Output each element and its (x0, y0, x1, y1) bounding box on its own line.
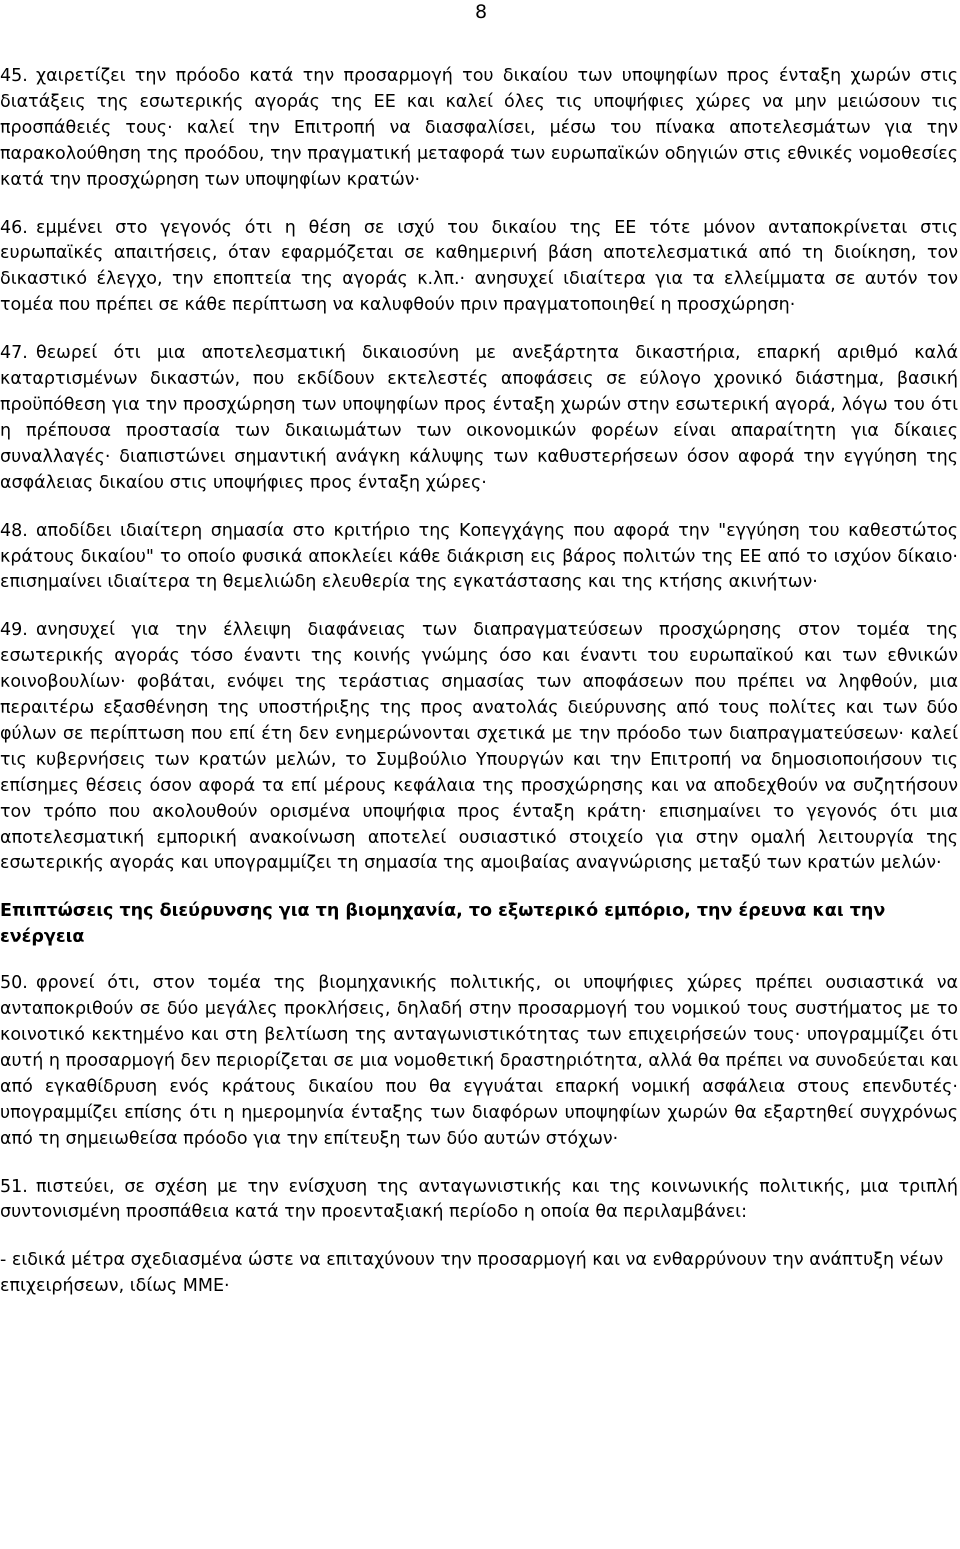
paragraph-46 (0, 216, 958, 320)
paragraph-text: πιστεύει, σε σχέση με την ενίσχυση της ανταγωνιστικής και της κοινωνικής πολιτικής, μια τριπλή συντονισμένη προσπάθεια κατά την προενταξιακή περίοδο η οποία θα περιλαμβάνει: (0, 1176, 958, 1223)
bullet-item: - ειδικά μέτρα σχεδιασμένα ώστε να επιταχύνουν την προσαρμογή και να ενθαρρύνουν την ανάπτυξη νέων επιχειρήσεων, ιδίως ΜΜΕ· (0, 1250, 944, 1297)
paragraph-48 (0, 519, 958, 597)
page-number: 8 (474, 1, 488, 23)
paragraph-number: 49. (0, 620, 28, 641)
paragraph-51 (0, 1175, 958, 1227)
paragraph-number: 45. (0, 66, 28, 86)
document-body (0, 64, 958, 1300)
paragraph-number: 48. (0, 520, 28, 541)
paragraph-number: 46. (0, 217, 28, 238)
paragraph-49 (0, 618, 958, 877)
paragraph-text: φρονεί ότι, στον τομέα της βιομηχανικής πολιτικής, οι υποψήφιες χώρες πρέπει ουσιαστικά να ανταποκριθούν σε δύο μεγάλες προκλήσεις, δηλαδή στην προσαρμογή του νομικού τους συστήματος με το κοινοτικό κεκτημένο και στη βελτίωση της ανταγωνιστικότητας των επιχειρήσεών τους· υπογραμμίζει ότι αυτή η προσαρμογή δεν περιορίζεται σε μια νομοθετική δραστηριότητα, αλλά θα πρέπει να συνοδεύεται και από εγκαθίδρυση ενός κράτους δικαίου που θα εγγυάται επαρκή νομική ασφάλεια στους επενδυτές· υπογραμμίζει επίσης ότι η ημερομηνία ένταξης των διαφόρων υποψηφίων χωρών θα εξαρτηθεί συγχρόνως από τη σημειωθείσα πρόοδο για την επίτευξη των δύο αυτών στόχων· (0, 973, 958, 1149)
paragraph-number: 51. (0, 1176, 28, 1197)
paragraph-number: 47. (0, 343, 28, 364)
paragraph-45 (0, 64, 958, 194)
paragraph-text: αποδίδει ιδιαίτερη σημασία στο κριτήριο της Κοπεγχάγης που αφορά την "εγγύηση του καθεστώτος κράτους δικαίου" το οποίο φυσικά αποκλείει κάθε διάκριση εις βάρος πολιτών της ΕΕ από το ισχύον δίκαιο· επισημαίνει ιδιαίτερα τη θεμελιώδη ελευθερία της εγκατάστασης και της κτήσης ακινήτων· (0, 520, 958, 593)
paragraph-text: χαιρετίζει την πρόοδο κατά την προσαρμογή του δικαίου των υποψηφίων προς ένταξη χωρών στις διατάξεις της εσωτερικής αγοράς της ΕΕ και καλεί όλες τις υποψήφιες χώρες να μην μειώσουν τις προσπάθειές τους· καλεί την Επιτροπή να διασφαλίσει, μέσω του πίνακα αποτελεσμάτων για την παρακολούθηση της προόδου, την πραγματική μεταφορά των ευρωπαϊκών οδηγιών στις εθνικές νομοθεσίες κατά την προσχώρηση των υποψηφίων κρατών· (0, 66, 958, 190)
paragraph-number: 50. (0, 973, 28, 994)
paragraph-47 (0, 341, 958, 496)
paragraph-text: θεωρεί ότι μια αποτελεσματική δικαιοσύνη με ανεξάρτητα δικαστήρια, επαρκή αριθμό καλά καταρτισμένων δικαστών, που εκδίδουν εκτελεστές αποφάσεις σε εύλογο χρονικό διάστημα, βασική προϋπόθεση για την προσχώρηση των υποψηφίων προς ένταξη χωρών στην εσωτερική αγορά, λόγω του ότι η πρέπουσα προστασία των δικαιωμάτων των οικονομικών φορέων είναι απαραίτητη για δίκαιες συναλλαγές· διαπιστώνει σημαντική ανάγκη κάλυψης των καθυστερήσεων όσον αφορά την εγγύηση της ασφάλειας δικαίου στις υποψήφιες προς ένταξη χώρες· (0, 343, 958, 493)
paragraph-text: εμμένει στο γεγονός ότι η θέση σε ισχύ του δικαίου της ΕΕ τότε μόνον ανταποκρίνεται στις ευρωπαϊκές απαιτήσεις, όταν εφαρμόζεται σε καθημερινή βάση αποτελεσματικά από τη διοίκηση, τον δικαστικό έλεγχο, την εποπτεία της αγοράς κ.λπ.· ανησυχεί ιδιαίτερα για τα ελλείμματα σε αυτόν τον τομέα που πρέπει σε κάθε περίπτωση να καλυφθούν πριν πραγματοποιηθεί η προσχώρηση· (0, 217, 958, 316)
section-heading: Επιπτώσεις της διεύρυνσης για τη βιομηχανία, το εξωτερικό εμπόριο, την έρευνα και την ενέργεια (0, 901, 886, 948)
paragraph-50 (0, 971, 958, 1152)
paragraph-text: ανησυχεί για την έλλειψη διαφάνειας των διαπραγματεύσεων προσχώρησης στον τομέα της εσωτερικής αγοράς τόσο έναντι της κοινής γνώμης όσο και έναντι του ευρωπαϊκού και των εθνικών κοινοβουλίων· φοβάται, ενόψει της τεράστιας σημασίας των αποφάσεων που πρέπει να ληφθούν, μια περαιτέρω εξασθένηση της υποστήριξης της προς ανατολάς διεύρυνσης από τους πολίτες και των δύο φύλων σε περίπτωση που επί έτη δεν ενημερώνονται σχετικά με την πρόοδο των διαπραγματεύσεων· καλεί τις κυβερνήσεις των κρατών μελών, το Συμβούλιο Υπουργών και την Επιτροπή να δημοσιοποιήσουν τις επίσημες θέσεις όσον αφορά τα επί μέρους κεφάλαια της προσχώρησης και να αποδεχθούν να συζητήσουν τον τρόπο που ακολουθούν ορισμένα υποψήφια προς ένταξη κράτη· επισημαίνει το γεγονός ότι μια αποτελεσματική εμπορική ανακοίνωση αποτελεί ουσιαστικό στοιχείο για στην ομαλή λειτουργία της εσωτερικής αγοράς και υπογραμμίζει τη σημασία της αμοιβαίας αναγνώρισης μεταξύ των κρατών μελών· (0, 620, 958, 874)
